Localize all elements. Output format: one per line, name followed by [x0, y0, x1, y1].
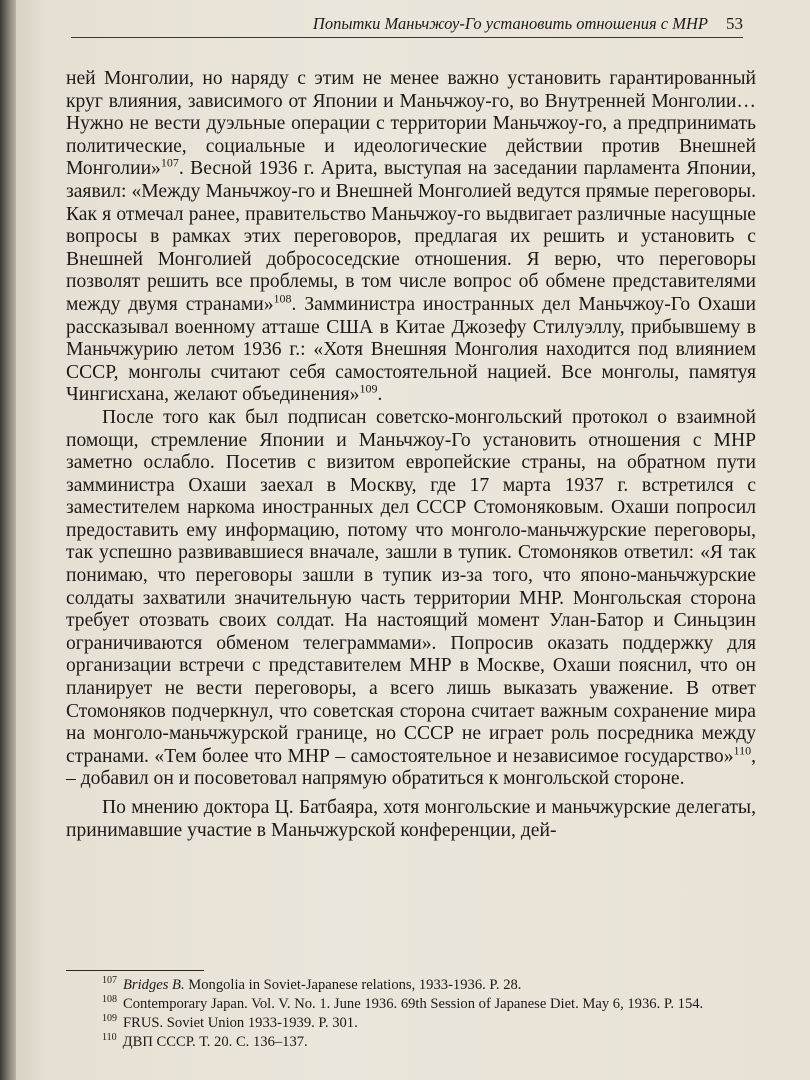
page-number: 53 — [726, 14, 743, 33]
book-spine-shadow — [0, 0, 16, 1080]
footnote-ref-110[interactable]: 110 — [733, 743, 752, 758]
book-page — [16, 0, 810, 1080]
footnote-ref-108[interactable]: 108 — [273, 291, 292, 306]
main-text — [66, 68, 756, 842]
footnote-109: $^{109}$ FRUS. Soviet Union 1933-1939. P. 301. — [102, 1013, 358, 1031]
footnote-108: $^{108}$ Contemporary Japan. Vol. V. No. 1. June 1936. 69th Session of Japanese Diet. May 6, 1936. P. 154. — [102, 994, 704, 1012]
footnote-110: $^{110}$ ДВП СССР. Т. 20. С. 136–137. — [102, 1032, 308, 1050]
footnote-107: $^{107}$ Bridges B. Mongolia in Soviet-Japanese relations, 1933-1936. P. 28. — [102, 975, 522, 993]
footnote-separator — [66, 970, 204, 971]
footnote-ref-109[interactable]: 109 — [359, 381, 378, 396]
running-title: Попытки Маньчжоу-Го установить отношения с МНР — [312, 14, 708, 33]
paragraph-3: По мнению доктора Ц. Батбаяра, хотя монгольские и маньчжурские делегаты, принимавшие участие в Маньчжурской конференции, дей- — [66, 797, 756, 841]
footnote-ref-107[interactable]: 107 — [160, 155, 179, 170]
footnotes — [66, 976, 756, 1052]
paragraph-2: После того как был подписан советско-монгольский протокол о взаимной помощи, стремление Японии и Маньчжоу-Го установить отношения с МНР заметно ослабло. Посетив с визитом европейские страны, на обратном пути замминистра Охаши заехал в Москву, где 17 марта 1937 г. встретился с заместителем наркома иностранных дел СССР Стомоняковым. Охаши попросил предоставить ему информацию, потому что монголо-маньчжурские переговоры, так успешно развивавшиеся вначале, зашли в тупик. Стомоняков ответил: «Я так понимаю, что переговоры зашли в тупик из-за того, что японо-маньчжурские солдаты захватили значительную часть территории МНР. Монгольская сторона требует отозвать своих солдат. На настоящий момент Улан-Батор и Синьцзин ограничиваются обменом телеграммами». Попросив оказать поддержку для организации встречи с представителем МНР в Москве, Охаши пояснил, что он планирует не вести переговоры, а всего лишь выказать уважение. В ответ Стомоняков подчеркнул, что советская сторона считает важным сохранение мира на монголо-маньчжурской границе, но СССР не играет роль посредника между странами. «Тем более что МНР – самостоятельное и независимое государство»$^{110}$, – добавил он и посоветовал напрямую обратиться к монгольской стороне. — [66, 406, 756, 790]
paragraph-1: ней Монголии, но наряду с этим не менее важно установить гарантированный круг влияния, зависимого от Японии и Маньчжоу-го, во Внутренней Монголии… Нужно не вести дуэльные операции с территории Маньчжоу-го, а предпринимать политические, социальные и идеологические действии против Внешней Монголии»$^{107}$. Весной 1936 г. Арита, выступая на заседании парламента Японии, заявил: «Между Маньчжоу-го и Внешней Монголией ведутся прямые переговоры. Как я отмечал ранее, правительство Маньчжоу-го выдвигает различные насущные вопросы в рамках этих переговоров, предлагая их решить и установить с Внешней Монголией добрососедские отношения. Я верю, что переговоры позволят решить все проблемы, в том числе вопрос об обмене представителями между двумя странами»$^{108}$. Замминистра иностранных дел Маньчжоу-Го Охаши рассказывал военному атташе США в Китае Джозефу Стилуэллу, прибывшему в Маньчжурию летом 1936 г.: «Хотя Внешняя Монголия находится под влиянием СССР, монголы считают себя самостоятельной нацией. Все монголы, памятуя Чингисхана, желают объединения»$^{109}$. — [66, 68, 756, 406]
running-header — [71, 14, 743, 38]
